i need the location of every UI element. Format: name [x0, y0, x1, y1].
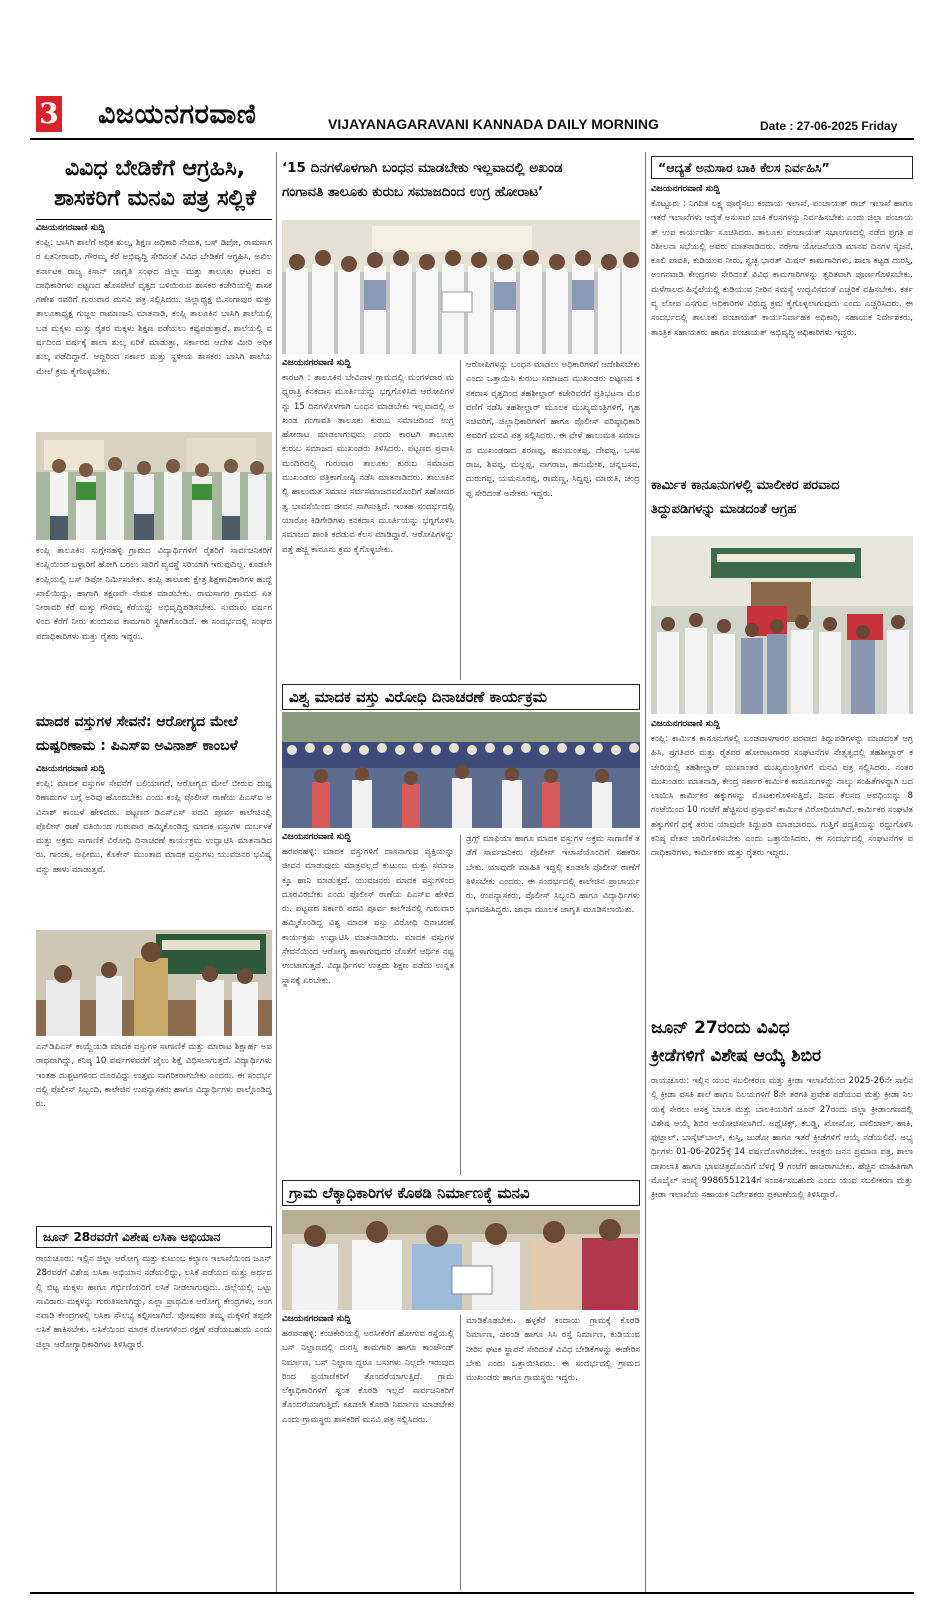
masthead-title-kannada: ವಿಜಯನಗರವಾಣಿ [98, 99, 257, 130]
headline-line: ಜೂನ್ 27ರಂದು ವಿವಿಧ [651, 1018, 790, 1038]
article-village-byline: ವಿಜಯನಗರವಾಣಿ ಸುದ್ದಿ [282, 1314, 351, 1324]
masthead-rule [30, 138, 914, 140]
article-sports-body: ರಾಯಚೂರು: ಇಲ್ಲಿನ ಯುವ ಸಬಲೀಕರಣ ಮತ್ತು ಕ್ರೀಡಾ ಇಲಾಖೆಯಿಂದ 2025-26ನೇ ಸಾಲಿನಲ್ಲಿ ಕ್ರೀಡಾ ವಸತಿ ಶಾಲೆ ಹಾಗೂ ನಿಲಯಗಳಿಗೆ 8ನೇ ತರಗತಿ ಪ್ರವೇಶ ಪಡೆಯುವ ಮತ್ತು ಕ್ರೀಡಾ ನಿಲಯಕ್ಕೆ ಸೇರಲು ಆಸಕ್ತ ಬಾಲಕ ಮತ್ತು ಬಾಲಕಿಯರಿಗೆ ಜೂನ್ 27ರಂದು ಜಿಲ್ಲಾ ಕ್ರೀಡಾಂಗಣದಲ್ಲಿ ವಿಶೇಷ ಆಯ್ಕೆ ಶಿಬಿರ ಆಯೋಜಿಸಲಾಗಿದೆ. ಅಥ್ಲೆಟಿಕ್ಸ್, ಕಬಡ್ಡಿ, ಖೋಖೋ, ವಾಲಿಬಾಲ್, ಹಾಕಿ, ಫುಟ್ಬಾಲ್, ಬಾಸ್ಕೆಟ್‌ಬಾಲ್, ಕುಸ್ತಿ, ಜುಡೋ ಹಾಗೂ ಇತರೆ ಕ್ರೀಡೆಗಳಿಗೆ ಆಯ್ಕೆ ನಡೆಯಲಿದೆ. ಅಭ್ಯರ್ಥಿಗಳು 01-06-2025ಕ್ಕೆ 14 ವರ್ಷದೊಳಗಿರಬೇಕು. ಆಸಕ್ತರು ಜನನ ಪ್ರಮಾಣ ಪತ್ರ, ಶಾಲಾ ದಾಖಲಾತಿ ಹಾಗೂ ಭಾವಚಿತ್ರದೊಂದಿಗೆ ಬೆಳಗ್ಗೆ 9 ಗಂಟೆಗೆ ಹಾಜರಾಗಬೇಕು. ಹೆಚ್ಚಿನ ಮಾಹಿತಿಗಾಗಿ ಮೊಬೈಲ್ ಸಂಖ್ಯೆ 9986551214ಗೆ ಸಂಪರ್ಕಿಸಬಹುದು ಎಂದು ಯುವ ಸಬಲೀಕರಣ ಮತ್ತು ಕ್ರೀಡಾ ಇಲಾಖೆಯ ಸಹಾಯಕ ನಿರ್ದೇಶಕರು ಪ್ರಕಟಣೆಯಲ್ಲಿ ತಿಳಿಸಿದ್ದಾರೆ. [651, 1076, 913, 1201]
article-petition-byline: ವಿಜಯನಗರವಾಣಿ ಸುದ್ದಿ [36, 223, 105, 233]
article-labour-byline: ವಿಜಯನಗರವಾಣಿ ಸುದ್ದಿ [651, 719, 720, 729]
article-village-body-continued: ಮಾಡಿಕೊಡಬೇಕು. ಹಳ್ಳಕೆರೆ ಕಂದಾಯ ಗ್ರಾಮಕ್ಕೆ ಕೊಠಡಿ ನಿರ್ಮಾಣ, ಚರಂಡಿ ಹಾಗೂ ಸಿಸಿ ರಸ್ತೆ ನಿರ್ಮಾಣ, ಕುಡಿಯುವ ನೀರಿನ ಘಟಕ ಸ್ಥಾಪನೆ ಸೇರಿದಂತೆ ವಿವಿಧ ಬೇಡಿಕೆಗಳನ್ನು ಈಡೇರಿಸಬೇಕು ಎಂದು ಒತ್ತಾಯಿಸಿದರು. ಈ ಸಂದರ್ಭದಲ್ಲಿ ಗ್ರಾಮದ ಮುಖಂಡರು ಹಾಗೂ ಗ್ರಾಮಸ್ಥರು ಇದ್ದರು. [466, 1316, 640, 1384]
article-village-body: ಹರಪನಹಳ್ಳಿ: ಕಂಚಿಕೇರಿಯಲ್ಲಿ ಅರಸೀಕೆರೆಗೆ ಹೋಗುವ ರಸ್ತೆಯಲ್ಲಿ ಬಸ್ ನಿಲ್ದಾಣದಲ್ಲಿ ದುರಸ್ತಿ ಕಾಮಗಾರಿ ಹಾಗೂ ಕಾಂಪೌಂಡ್ ನಿರ್ಮಾಣ, ಬಸ್ ನಿಲ್ದಾಣ ದ್ದರೂ ಬಸುಗಳು ನಿಲ್ಲದೇ ಇರುವುದರಿಂದ ಪ್ರಯಾಣಿಕರಿಗೆ ತೊಂದರೆಯಾಗುತ್ತಿದೆ. ಗ್ರಾಮ ಲೆಕ್ಕಾಧಿಕಾರಿಗಳಿಗೆ ಸ್ವಂತ ಕೊಠಡಿ ಇಲ್ಲದೆ ಸಾರ್ವಜನಿಕರಿಗೆ ತೊಂದರೆಯಾಗುತ್ತಿದೆ. ಕೂಡಲೇ ಕೊಠಡಿ ನಿರ್ಮಾಣ ಮಾಡಬೇಕು ಎಂದು ಗ್ರಾಮಸ್ಥರು ಶಾಸಕರಿಗೆ ಮನವಿ ಪತ್ರ ಸಲ್ಲಿಸಿದರು. [282, 1329, 454, 1425]
article-protest-body-continued: ಆರೋಪಿಗಳನ್ನು ಬಂಧನ ಮಾಡಲು ಅಧಿಕಾರಿಗಳಿಗೆ ಆದೇಶಿಸಬೇಕು ಎಂದು ಒತ್ತಾಯಿಸಿ ಕುರುಬ ಸಮಾಜದ ಮುಖಂಡರು ಪಟ್ಟಣದ ಕನಕದಾಸ ವೃತ್ತದಿಂದ ತಹಶೀಲ್ದಾರ್ ಕಚೇರಿವರೆಗೆ ಪ್ರತಿಭಟನಾ ಮೆರವಣಿಗೆ ನಡೆಸಿ ತಹಶೀಲ್ದಾರ್ ಮೂಲಕ ಮುಖ್ಯಮಂತ್ರಿಗಳಿಗೆ, ಗೃಹ ಸಚಿವರಿಗೆ, ಜಿಲ್ಲಾಧಿಕಾರಿಗಳಿಗೆ ಹಾಗೂ ಪೊಲೀಸ್ ವರಿಷ್ಠಾಧಿಕಾರಿ ಅವರಿಗೆ ಮನವಿ ಪತ್ರ ಸಲ್ಲಿಸಿದರು. ಈ ವೇಳೆ ಹಾಲುಮತ ಸಮಾಜದ ಮುಖಂಡರಾದ ಶರಣಪ್ಪ, ಹನುಮಂತಪ್ಪ, ದೇವಪ್ಪ, ಬಸವರಾಜ, ಶಿವಪ್ಪ, ಮಲ್ಲಪ್ಪ, ನಾಗರಾಜ, ಹನುಮೇಶ, ಚನ್ನಬಸವ, ದುರುಗಪ್ಪ, ಯಮನೂರಪ್ಪ, ರಾಮಣ್ಣ, ಸಿದ್ದಪ್ಪ, ಮಾರುತಿ, ಚಂದ್ರಪ್ಪ ಸೇರಿದಂತೆ ಅನೇಕರು ಇದ್ದರು. [466, 360, 640, 499]
column-divider [276, 152, 277, 1592]
article-labour-body: ಕಂಪ್ಲಿ: ಕಾರ್ಮಿಕ ಕಾನೂನುಗಳಲ್ಲಿ ಬಂಡವಾಳಗಾರರ ಪರವಾದ ತಿದ್ದುಪಡಿಗಳನ್ನು ಮಾಡದಂತೆ ಆಗ್ರಹಿಸಿ, ಪ್ರಗತಿಪರ ಮತ್ತು ರೈತಪರ ಹೋರಾಟಗಾರರ ಸಂಘಟನೆಗಳ ನೇತೃತ್ವದಲ್ಲಿ ತಹಶೀಲ್ದಾರ್ ಕಚೇರಿಯಲ್ಲಿ ತಹಶೀಲ್ದಾರ್ ಮುಖಾಂತರ ಮುಖ್ಯಮಂತ್ರಿಗಳಿಗೆ ಮನವಿ ಪತ್ರ ಸಲ್ಲಿಸಿದರು. ನಂತರ ಮುಖಂಡರು ಮಾತನಾಡಿ, ಕೇಂದ್ರ ಸರ್ಕಾರ ಕಾರ್ಮಿಕ ಕಾನೂನುಗಳನ್ನು ನಾಲ್ಕು ಸಂಹಿತೆಗಳನ್ನಾಗಿ ಬದಲಾಯಿಸಿ ಕಾರ್ಮಿಕರ ಹಕ್ಕುಗಳನ್ನು ಮೊಟಕುಗೊಳಿಸುತ್ತಿದೆ. ದಿನದ ಕೆಲಸದ ಅವಧಿಯನ್ನು 8 ಗಂಟೆಯಿಂದ 10 ಗಂಟೆಗೆ ಹೆಚ್ಚಿಸುವ ಪ್ರಸ್ತಾವನೆ ಕಾರ್ಮಿಕ ವಿರೋಧಿಯಾಗಿದೆ. ಕಾರ್ಮಿಕರ ಸಂಘಟಿತ ಹಕ್ಕುಗಳಿಗೆ ಧಕ್ಕೆ ತರುವ ಯಾವುದೇ ತಿದ್ದುಪಡಿ ಮಾಡಬಾರದು. ಗುತ್ತಿಗೆ ಪದ್ಧತಿಯನ್ನು ರದ್ದುಗೊಳಿಸಿ ಕನಿಷ್ಠ ವೇತನ ಜಾರಿಗೊಳಿಸಬೇಕು ಎಂದು ಒತ್ತಾಯಿಸಿದರು. ಈ ಸಂದರ್ಭದಲ್ಲಿ ಸಂಘಟನೆಗಳ ಪದಾಧಿಕಾರಿಗಳು, ಕಾರ್ಮಿಕರು ಮತ್ತು ರೈತರು ಇದ್ದರು. [651, 734, 913, 859]
headline-line: ತಿದ್ದುಪಡಿಗಳನ್ನು ಮಾಡದಂತೆ ಆಗ್ರಹ [651, 502, 797, 517]
article-vaccination-body: ರಾಯಚೂರು: ಇಲ್ಲಿನ ಜಿಲ್ಲಾ ಆರೋಗ್ಯ ಮತ್ತು ಕುಟುಂಬ ಕಲ್ಯಾಣ ಇಲಾಖೆಯಿಂದ ಜೂನ್ 28ರವರೆಗೆ ವಿಶೇಷ ಲಸಿಕಾ ಅಭಿಯಾನ ನಡೆಯಲಿದ್ದು, ಲಸಿಕೆ ಪಡೆಯದ ಮತ್ತು ಅರ್ಧದಲ್ಲಿ ಬಿಟ್ಟ ಮಕ್ಕಳು ಹಾಗೂ ಗರ್ಭಿಣಿಯರಿಗೆ ಲಸಿಕೆ ನೀಡಲಾಗುವುದು. ಜಿಲ್ಲೆಯಲ್ಲಿ ಒಟ್ಟು ಸಾವಿರಾರು ಮಕ್ಕಳನ್ನು ಗುರುತಿಸಲಾಗಿದ್ದು, ಎಲ್ಲಾ ಪ್ರಾಥಮಿಕ ಆರೋಗ್ಯ ಕೇಂದ್ರಗಳು, ಅಂಗನವಾಡಿ ಕೇಂದ್ರಗಳಲ್ಲಿ ಲಸಿಕಾ ಸೌಲಭ್ಯ ಕಲ್ಪಿಸಲಾಗಿದೆ. ಪೋಷಕರು ತಮ್ಮ ಮಕ್ಕಳಿಗೆ ತಪ್ಪದೇ ಲಸಿಕೆ ಹಾಕಿಸಬೇಕು. ಲಸಿಕೆಯಿಂದ ಮಾರಕ ರೋಗಗಳಿಂದ ರಕ್ಷಣೆ ಪಡೆಯಬಹುದು ಎಂದು ಜಿಲ್ಲಾ ಆರೋಗ್ಯಾಧಿಕಾರಿಗಳು ತಿಳಿಸಿದ್ದಾರೆ. [36, 1254, 272, 1350]
article-petition-body: ಕಂಪ್ಲಿ: ಬಾಸಿಗಿ ಶಾಲೆಗೆ ಅಧಿಕ ಶುಲ್ಕ, ಶಿಕ್ಷಣ ಅಧಿಕಾರಿ ನೇಮಕ, ಬಸ್ ಡಿಪೋ, ರಾಮಸಾಗರ ಏತನೀರಾವರಿ, ಗೌರಮ್ಮ ಕೆರೆ ಅಭಿವೃದ್ಧಿ ಸೇರಿದಂತೆ ವಿವಿಧ ಬೇಡಿಕೆಗೆ ಆಗ್ರಹಿಸಿ, ಅಖಿಲ ಕರ್ನಾಟಕ ರಾಜ್ಯ ಕಿಸಾನ್ ಜಾಗೃತಿ ಸಂಘದ ಜಿಲ್ಲಾ ಮತ್ತು ತಾಲೂಕು ಘಟಕದ ಪದಾಧಿಕಾರಿಗಳು ಪಟ್ಟಣದ ಹೊಸಪೇಟೆ ವೃತ್ತದ ಬಳಿಯಿರುವ ಶಾಸಕರ ಕಚೇರಿಯಲ್ಲಿ ಶಾಸಕ ಗಣೇಶ ರವರಿಗೆ ಗುರುವಾರ ಮನವಿ ಪತ್ರ ಸಲ್ಲಿಸಿದರು. ಜಿಲ್ಲಾಧ್ಯಕ್ಷ ಬಿ.ಸಂಗಾಪುರ ಮತ್ತು ತಾಲೂಕಾಧ್ಯಕ್ಷ ಗುಜ್ಜಲ ರಾಮಾಂಜನಿ ಮಾತನಾಡಿ, ಕಂಪ್ಲಿ ತಾಲೂಕಿನ ಬಾಸಿಗಿ ಶಾಲೆಯಲ್ಲಿ ಬಡ ಮಕ್ಕಳು ಮತ್ತು ರೈತರ ಮಕ್ಕಳು ಶಿಕ್ಷಣ ಪಡೆಯಲು ಕಷ್ಟಪಡುತ್ತಾರೆ. ಶಾಲೆಯಲ್ಲಿ ವರ್ಷದಿಂದ ವರ್ಷಕ್ಕೆ ಶಾಲಾ ಶುಲ್ಕ ಏರಿಕೆ ಮಾಡುತ್ತಾ, ಸರ್ಕಾರದ ಆದೇಶ ಮೀರಿ ಅಧಿಕ ಶುಲ್ಕ ಪಡೆದಿದ್ದಾರೆ. ಆದ್ದರಿಂದ ಸರ್ಕಾರ ಮತ್ತು ಸ್ಥಳೀಯ ಶಾಸಕರು ಬಾಸಿಗಿ ಶಾಲೆಯ ಮೇಲೆ ಕ್ರಮ ಕೈಗೊಳ್ಳಬೇಕು. [36, 238, 272, 377]
article-drugs-headline [36, 710, 272, 758]
issue-date: Date : 27-06-2025 Friday [760, 119, 898, 133]
article-labour-headline [651, 474, 913, 522]
article-vaccination-headline: ಜೂನ್ 28ರವರೆಗೆ ವಿಶೇಷ ಲಸಿಕಾ ಅಭಿಯಾನ [36, 1226, 272, 1248]
article-work-headline: “ಆದ್ಯತೆ ಅನುಸಾರ ಬಾಕಿ ಕೆಲಸ ನಿರ್ವಹಿಸಿ” [651, 156, 913, 179]
article-protest-byline: ವಿಜಯನಗರವಾಣಿ ಸುದ್ದಿ [282, 358, 351, 368]
article-protest-headline [282, 156, 640, 204]
article-drugs-byline: ವಿಜಯನಗರವಾಣಿ ಸುದ್ದಿ [36, 764, 105, 774]
page-number: 3 [36, 96, 62, 132]
article-village-headline: ಗ್ರಾಮ ಲೆಕ್ಕಾಧಿಕಾರಿಗಳ ಕೊಠಡಿ ನಿರ್ಮಾಣಕ್ಕೆ ಮನವಿ [282, 1180, 640, 1206]
divider [36, 219, 272, 220]
column-divider [460, 1315, 461, 1590]
footer-rule [30, 1592, 914, 1594]
protest-photo [282, 220, 640, 354]
headline-line: ಮಾದಕ ವಸ್ತುಗಳ ಸೇವನೆ: ಆರೋಗ್ಯದ ಮೇಲೆ [36, 714, 238, 730]
headline-line: ಶಾಸಕರಿಗೆ ಮನವಿ ಪತ್ರ ಸಲ್ಲಿಕೆ [54, 186, 256, 211]
drugs-talk-photo [36, 930, 272, 1036]
headline-line: ದುಷ್ಪರಿಣಾಮ : ಪಿಎಸ್‌ಐ ಅವಿನಾಶ್ ಕಾಂಬಳೆ [36, 738, 238, 754]
headline-line: ಕ್ರೀಡೆಗಳಿಗೆ ವಿಶೇಷ ಆಯ್ಕೆ ಶಿಬಿರ [651, 1046, 822, 1066]
article-protest-body: ಕಾರಟಗಿ : ತಾಲೂಕಿನ ಬೇವಿನಾಳ ಗ್ರಾಮದಲ್ಲಿ ಮಂಗಳವಾರ ಮಧ್ಯರಾತ್ರಿ ಕನಕದಾಸ ಮೂರ್ತಿಯನ್ನು ಭಗ್ನಗೊಳಿಸಿದ ಆರೋಪಿಗಳನ್ನು 15 ದಿನಗಳೊಳಗಾಗಿ ಬಂಧನ ಮಾಡಬೇಕು ಇಲ್ಲವಾದಲ್ಲಿ ಅಖಂಡ ಗಂಗಾವತಿ ತಾಲೂಕು ಕುರುಬ ಸಮಾಜದಿಂದ ಉಗ್ರ ಹೋರಾಟ ಮಾಡಲಾಗುವುದು ಎಂದು ಕಾರಟಗಿ ತಾಲೂಕು ಕುರುಬ ಸಮಾಜದ ಮುಖಂಡರು ತಿಳಿಸಿದರು. ಪಟ್ಟಣದ ಪ್ರವಾಸಿ ಮಂದಿರದಲ್ಲಿ ಗುರುವಾರ ತಾಲೂಕು ಕುರುಬ ಸಮಾಜದ ಮುಖಂಡರು ಪತ್ರಿಕಾಗೋಷ್ಠಿ ನಡೆಸಿ ಮಾತನಾಡಿದರು. ತಾಲೂಕಿನಲ್ಲಿ ಹಾಲುಮತ ಸಮಾಜ ಸರ್ವಸಮಾಜದವರೊಂದಿಗೆ ಸಹೋದರತ್ವ ಭಾವನೆಯಿಂದ ಜೀವನ ಸಾಗಿಸುತ್ತಿದೆ. ಇಂತಹ ಸಂದರ್ಭದಲ್ಲಿ ಯಾರೋ ಕಿಡಿಗೇಡಿಗಳು ಕನಕದಾಸ ಮೂರ್ತಿಯನ್ನು ಭಗ್ನಗೊಳಿಸಿ ಸಮಾಜದ ಶಾಂತಿ ಕದಡುವ ಕೆಲಸ ಮಾಡಿದ್ದಾರೆ. ಆರೋಪಿಗಳನ್ನು ಪತ್ತೆ ಹಚ್ಚಿ ಕಾನೂನು ಕ್ರಮ ಕೈಗೊಳ್ಳಬೇಕು. [282, 373, 454, 555]
column-divider [460, 835, 461, 1175]
article-drugs-body: ಕಂಪ್ಲಿ: ಮಾದಕ ವಸ್ತುಗಳ ಸೇವನೆಗೆ ಬಲಿಯಾಗದೆ, ಆರೋಗ್ಯದ ಮೇಲೆ ಬೀರುವ ದುಷ್ಪರಿಣಾಮಗಳ ಬಗ್ಗೆ ಅರಿವು ಹೊಂದಬೇಕು ಎಂದು ಕಂಪ್ಲಿ ಪೊಲೀಸ್ ಠಾಣೆಯ ಪಿಎಸ್‌ಐ ಅವಿನಾಶ್ ಕಾಂಬಳೆ ಹೇಳಿದರು. ಪಟ್ಟಣದ ಡಿಎಸ್‌ಎಸ್ ಪದವಿ ಪೂರ್ವ ಕಾಲೇಜಿನಲ್ಲಿ ಪೊಲೀಸ್ ಠಾಣೆ ವತಿಯಿಂದ ಗುರುವಾರ ಹಮ್ಮಿಕೊಂಡಿದ್ದ ಮಾದಕ ವಸ್ತುಗಳ ದುರ್ಬಳಕೆ ಮತ್ತು ಅಕ್ರಮ ಸಾಗಾಣಿಕೆ ವಿರೋಧಿ ದಿನಾಚರಣೆ ಕಾರ್ಯಕ್ರಮ ಉದ್ಘಾಟಿಸಿ ಮಾತನಾಡಿದರು. ಗಾಂಜಾ, ಅಫೀಮು, ಕೊಕೇನ್ ಮುಂತಾದ ಮಾದಕ ವಸ್ತುಗಳು ಯುವಜನರ ಭವಿಷ್ಯವನ್ನು ಹಾಳು ಮಾಡುತ್ತವೆ. [36, 779, 272, 875]
article-drugday-body: ಹರಪನಹಳ್ಳಿ: ಮಾದಕ ವಸ್ತುಗಳಿಗೆ ದಾಸನಾಗುವ ವ್ಯಕ್ತಿಯನ್ನು ಜೀವನ ಮಾಡುವುದು ಮಾತ್ರವಲ್ಲದೆ ಕುಟುಂಬ ಮತ್ತು ಸಮಾಜಕ್ಕೂ ಹಾನಿ ಮಾಡುತ್ತದೆ. ಯುವಜನರು ಮಾದಕ ವಸ್ತುಗಳಿಂದ ದೂರವಿರಬೇಕು ಎಂದು ಪೊಲೀಸ್ ಠಾಣೆಯ ಪಿಎಸ್‌ಐ ಹೇಳಿದರು. ಪಟ್ಟಣದ ಸರ್ಕಾರಿ ಪದವಿ ಪೂರ್ವ ಕಾಲೇಜಿನಲ್ಲಿ ಗುರುವಾರ ಹಮ್ಮಿಕೊಂಡಿದ್ದ ವಿಶ್ವ ಮಾದಕ ವಸ್ತು ವಿರೋಧಿ ದಿನಾಚರಣೆ ಕಾರ್ಯಕ್ರಮ ಉದ್ಘಾಟಿಸಿ ಮಾತನಾಡಿದರು. ಮಾದಕ ವಸ್ತುಗಳ ಸೇವನೆಯಿಂದ ಆರೋಗ್ಯ ಹಾಳಾಗುವುದರ ಜೊತೆಗೆ ಆರ್ಥಿಕ ನಷ್ಟ ಉಂಟಾಗುತ್ತದೆ. ವಿದ್ಯಾರ್ಥಿಗಳು ಉತ್ತಮ ಶಿಕ್ಷಣ ಪಡೆದು ಉನ್ನತ ಸ್ಥಾನಕ್ಕೆ ಏರಬೇಕು. [282, 847, 454, 986]
article-work-byline: ವಿಜಯನಗರವಾಣಿ ಸುದ್ದಿ [651, 184, 720, 194]
article-sports-headline [651, 1014, 913, 1070]
headline-line: ಕಾರ್ಮಿಕ ಕಾನೂನುಗಳಲ್ಲಿ ಮಾಲೀಕರ ಪರವಾದ [651, 478, 840, 493]
article-drugday-body-continued: ಡ್ರಗ್ಸ್ ಮಾಫಿಯಾ ಹಾಗೂ ಮಾದಕ ವಸ್ತುಗಳ ಅಕ್ರಮ ಸಾಗಾಣಿಕೆ ತಡೆಗೆ ಸಾರ್ವಜನಿಕರು ಪೊಲೀಸ್ ಇಲಾಖೆಯೊಂದಿಗೆ ಸಹಕರಿಸಬೇಕು. ಯಾವುದೇ ಮಾಹಿತಿ ಇದ್ದಲ್ಲಿ ಕೂಡಲೇ ಪೊಲೀಸ್ ಠಾಣೆಗೆ ತಿಳಿಸಬೇಕು ಎಂದರು. ಈ ಸಂದರ್ಭದಲ್ಲಿ ಕಾಲೇಜಿನ ಪ್ರಾಚಾರ್ಯರು, ಉಪನ್ಯಾಸಕರು, ಪೊಲೀಸ್ ಸಿಬ್ಬಂದಿ ಹಾಗೂ ವಿದ್ಯಾರ್ಥಿಗಳು ಭಾಗವಹಿಸಿದ್ದರು. ಜಾಥಾ ಮೂಲಕ ಜಾಗೃತಿ ಮೂಡಿಸಲಾಯಿತು. [466, 834, 640, 916]
petition-photo [36, 432, 272, 540]
article-drugday-headline: ವಿಶ್ವ ಮಾದಕ ವಸ್ತು ವಿರೋಧಿ ದಿನಾಚರಣೆ ಕಾರ್ಯಕ್ರಮ [282, 684, 640, 710]
column-divider [645, 152, 646, 1592]
article-work-body: ಕೊಟ್ಟೂರು : ನಿಗದಿತ ಲಕ್ಷ್ಯ ಪೂರೈಸಲು ಕಂದಾಯ ಇಲಾಖೆ, ಪಂಚಾಯತ್ ರಾಜ್ ಇಲಾಖೆ ಹಾಗೂ ಇತರೆ ಇಲಾಖೆಗಳು ಆದ್ಯತೆ ಅನುಸಾರ ಬಾಕಿ ಕೆಲಸಗಳನ್ನು ನಿರ್ವಹಿಸಬೇಕು ಎಂದು ಜಿಲ್ಲಾ ಪಂಚಾಯತ್ ಉಪ ಕಾರ್ಯದರ್ಶಿ ಸೂಚಿಸಿದರು. ತಾಲೂಕು ಪಂಚಾಯತ್ ಸಭಾಂಗಣದಲ್ಲಿ ನಡೆದ ಪ್ರಗತಿ ಪರಿಶೀಲನಾ ಸಭೆಯಲ್ಲಿ ಅವರು ಮಾತನಾಡಿದರು. ನರೇಗಾ ಯೋಜನೆಯಡಿ ಮಾನವ ದಿನಗಳ ಸೃಜನೆ, ಕೂಲಿ ಪಾವತಿ, ಕುಡಿಯುವ ನೀರು, ಸ್ವಚ್ಛ ಭಾರತ್ ಮಿಷನ್ ಕಾಮಗಾರಿಗಳು, ಶಾಲಾ ಕಟ್ಟಡ ದುರಸ್ತಿ, ಅಂಗನವಾಡಿ ಕೇಂದ್ರಗಳು ಸೇರಿದಂತೆ ವಿವಿಧ ಕಾಮಗಾರಿಗಳನ್ನು ತ್ವರಿತವಾಗಿ ಪೂರ್ಣಗೊಳಿಸಬೇಕು. ಮಳೆಗಾಲದ ಹಿನ್ನೆಲೆಯಲ್ಲಿ ಕುಡಿಯುವ ನೀರಿನ ಸಮಸ್ಯೆ ಉದ್ಭವಿಸದಂತೆ ಎಚ್ಚರಿಕೆ ವಹಿಸಬೇಕು. ಕರ್ತವ್ಯ ಲೋಪ ಎಸಗುವ ಅಧಿಕಾರಿಗಳ ವಿರುದ್ಧ ಕ್ರಮ ಕೈಗೊಳ್ಳಲಾಗುವುದು ಎಂದು ಎಚ್ಚರಿಸಿದರು. ಈ ಸಂದರ್ಭದಲ್ಲಿ ತಾಲೂಕು ಪಂಚಾಯತ್ ಕಾರ್ಯನಿರ್ವಾಹಕ ಅಧಿಕಾರಿ, ಸಹಾಯಕ ನಿರ್ದೇಶಕರು, ತಾಂತ್ರಿಕ ಸಹಾಯಕರು ಹಾಗೂ ಪಂಚಾಯತ್ ಅಭಿವೃದ್ಧಿ ಅಧಿಕಾರಿಗಳು ಇದ್ದರು. [651, 199, 913, 338]
article-petition-body-continued: ಕಂಪ್ಲಿ ತಾಲೂಕಿನ ಸುಗ್ಗೇನಹಳ್ಳಿ ಗ್ರಾಮದ ವಿದ್ಯಾರ್ಥಿಗಳಿಗೆ ರೈತರಿಗೆ ಸಾರ್ವಜನಿಕರಿಗೆ ಕಂಪ್ಲಿಯಿಂದ ಬಳ್ಳಾರಿಗೆ ಹೋಗಿ ಬರಲು ಸಾರಿಗೆ ವ್ಯವಸ್ಥೆ ಸರಿಯಾಗಿ ಇರುವುದಿಲ್ಲ. ಕೂಡಲೇ ಕಂಪ್ಲಿಯಲ್ಲಿ ಬಸ್ ಡಿಪೋ ನಿರ್ಮಿಸಬೇಕು. ಕಂಪ್ಲಿ ತಾಲೂಕು ಕ್ಷೇತ್ರ ಶಿಕ್ಷಣಾಧಿಕಾರಿಗಳ ಹುದ್ದೆ ಖಾಲಿಯಿದ್ದು, ಹಾಗಾಗಿ ತಕ್ಷಣವೇ ನೇಮಕ ಮಾಡಬೇಕು. ರಾಮಸಾಗರ ಗ್ರಾಮದ ಏತನೀರಾವರಿ ಕೆರೆ ಮತ್ತು ಗೌರಮ್ಮ ಕೆರೆಯನ್ನು ಅಭಿವೃದ್ಧಿಪಡಿಸಬೇಕು. ಸುಮಾರು ವರ್ಷಗಳಿಂದ ಕೆರೆಗೆ ನೀರು ತುಂಬಿಸುವ ಕಾಮಗಾರಿ ಸ್ಥಗಿತಗೊಂಡಿದೆ. ಈ ಸಂದರ್ಭದಲ್ಲಿ ಸಂಘದ ಪದಾಧಿಕಾರಿಗಳು ಮತ್ತು ರೈತರು ಇದ್ದರು. [36, 546, 272, 642]
drugday-photo [282, 712, 640, 828]
village-photo [282, 1210, 640, 1310]
article-drugday-byline: ವಿಜಯನಗರವಾಣಿ ಸುದ್ದಿ [282, 832, 351, 842]
masthead-title-english: VIJAYANAGARAVANI KANNADA DAILY MORNING [328, 116, 659, 132]
column-divider [460, 360, 461, 680]
article-petition-headline [40, 154, 270, 214]
article-drugs-body-continued: ಎನ್‌ಡಿಪಿಎಸ್ ಕಾಯ್ದೆಯಡಿ ಮಾದಕ ವಸ್ತುಗಳ ಸಾಗಾಣಿಕೆ ಮತ್ತು ಮಾರಾಟ ಶಿಕ್ಷಾರ್ಹ ಅಪರಾಧವಾಗಿದ್ದು, ಕನಿಷ್ಠ 10 ವರ್ಷಗಳವರೆಗೆ ಜೈಲು ಶಿಕ್ಷೆ ವಿಧಿಸಲಾಗುತ್ತದೆ. ವಿದ್ಯಾರ್ಥಿಗಳು ಇಂತಹ ದುಶ್ಚಟಗಳಿಂದ ದೂರವಿದ್ದು ಉತ್ತಮ ನಾಗರಿಕರಾಗಬೇಕು ಎಂದರು. ಈ ಸಂದರ್ಭದಲ್ಲಿ ಪೊಲೀಸ್ ಸಿಬ್ಬಂದಿ, ಕಾಲೇಜಿನ ಉಪನ್ಯಾಸಕರು ಹಾಗೂ ವಿದ್ಯಾರ್ಥಿಗಳು ಪಾಲ್ಗೊಂಡಿದ್ದರು. [36, 1042, 272, 1110]
labour-photo [651, 536, 913, 714]
headline-line: ವಿವಿಧ ಬೇಡಿಕೆಗೆ ಆಗ್ರಹಿಸಿ, [64, 156, 246, 181]
headline-line: ‘15 ದಿನಗಳೊಳಗಾಗಿ ಬಂಧನ ಮಾಡಬೇಕು ಇಲ್ಲವಾದಲ್ಲಿ ಅಖಂಡ [282, 160, 563, 176]
headline-line: ಗಂಗಾವತಿ ತಾಲೂಕು ಕುರುಬ ಸಮಾಜದಿಂದ ಉಗ್ರ ಹೋರಾಟ’ [282, 184, 544, 200]
